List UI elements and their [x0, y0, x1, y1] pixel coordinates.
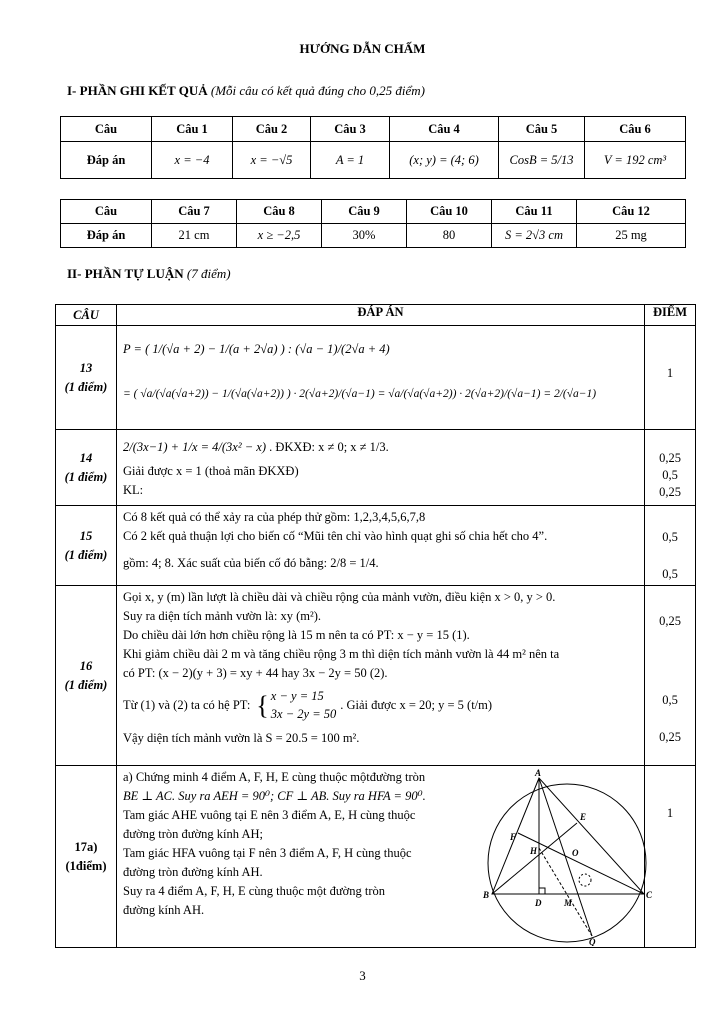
q17a-line7: Suy ra 4 điểm A, F, H, E cùng thuộc một đường tròn: [123, 884, 386, 898]
label-d: D: [535, 898, 542, 908]
t1-q4: Câu 4: [390, 117, 499, 142]
q15-scores: [645, 506, 696, 586]
q16-line2: Suy ra diện tích mảnh vườn là: xy (m²).: [123, 609, 321, 623]
q15-line2: Có 2 kết quả thuận lợi cho biến cố “Mũi tên chỉ vào hình quạt ghi số chia hết cho 4”.: [123, 529, 548, 543]
q13-answer: [117, 326, 645, 430]
t1-a1: x = −4: [152, 142, 233, 179]
q13-line2: = ( √a/(√a(√a+2)) − 1/(√a(√a+2)) ) · 2(√a+2)/(√a−1) = √a/(√a(√a+2)) · 2(√a+2)/(√a−1) = 2/(√a−1): [123, 388, 597, 400]
t2-q8: Câu 8: [237, 200, 322, 224]
q17a-line8: đường kính AH.: [123, 903, 205, 917]
q17a-points: (1điểm): [65, 858, 107, 873]
q13-points: (1 điểm): [64, 379, 108, 394]
q14-scores: [645, 430, 696, 506]
q16-line7: Vậy diện tích mảnh vườn là S = 20.5 = 100 m².: [123, 731, 360, 745]
section-1-title: I- PHẦN GHI KẾT QUẢ: [67, 83, 208, 98]
t2-a11: S = 2√3 cm: [492, 224, 577, 248]
t2-q10: Câu 10: [407, 200, 492, 224]
row-q14: [56, 430, 696, 506]
q15-score-2: 0,5: [662, 567, 678, 581]
q14-condition: . ĐKXĐ: x ≠ 0; x ≠ 1/3.: [269, 440, 389, 454]
q17a-line1: a) Chứng minh 4 điểm A, F, H, E cùng thuộc mộtđường tròn: [123, 770, 426, 784]
q16-answer: [117, 586, 645, 766]
t2-a8: x ≥ −2,5: [237, 224, 322, 248]
t2-a10: 80: [407, 224, 492, 248]
essay-table: [55, 304, 696, 948]
q15-cell: [56, 506, 117, 586]
section-2-heading: [67, 266, 231, 282]
t1-q1: Câu 1: [152, 117, 233, 142]
q16-line1: Gọi x, y (m) lần lượt là chiều dài và chiều rộng của mảnh vườn, điều kiện x > 0, y > 0.: [123, 590, 556, 604]
answer-table-1: [60, 116, 686, 179]
q16-cell: [56, 586, 117, 766]
section-2-title: II- PHẦN TỰ LUẬN: [67, 266, 184, 281]
header-dap-an: ĐÁP ÁN: [117, 305, 645, 326]
q14-equation: 2/(3x−1) + 1/x = 4/(3x² − x): [123, 440, 266, 454]
q14-cell: [56, 430, 117, 506]
header-cau: CÂU: [56, 305, 117, 326]
q14-line3: KL:: [123, 483, 144, 497]
q16-line6b: . Giải được x = 20; y = 5 (t/m): [340, 697, 493, 712]
t2-q9: Câu 9: [322, 200, 407, 224]
q14-score-1: 0,25: [659, 451, 681, 465]
t1-q-label: Câu: [61, 117, 152, 142]
q17a-line5: Tam giác HFA vuông tại F nên 3 điểm A, F, H cùng thuộc: [123, 846, 412, 860]
t1-a-label: Đáp án: [61, 142, 152, 179]
t1-q3: Câu 3: [311, 117, 390, 142]
right-angle-d: [539, 888, 545, 894]
page-number: 3: [359, 968, 366, 983]
q16-line3: Do chiều dài lớn hơn chiều rộng là 15 m nên ta có PT: x − y = 15 (1).: [123, 628, 470, 642]
q15-line3: gồm: 4; 8. Xác suất của biến cố đó bằng: 2/8 = 1/4.: [123, 556, 379, 570]
label-b: B: [483, 890, 490, 900]
header-diem: ĐIỂM: [645, 305, 696, 326]
t2-q11: Câu 11: [492, 200, 577, 224]
q14-number: 14: [79, 450, 93, 465]
q17a-line3: Tam giác AHE vuông tại E nên 3 điểm A, E, H cùng thuộc: [123, 808, 416, 822]
q16-score-3: 0,25: [659, 730, 681, 744]
small-circle: [579, 874, 591, 886]
section-1-note: (Mỗi câu có kết quả đúng cho 0,25 điểm): [210, 83, 425, 98]
row-q15: [56, 506, 696, 586]
q16-line6a: Từ (1) và (2) ta có hệ PT:: [123, 697, 251, 712]
t2-a-label: Đáp án: [61, 224, 152, 248]
label-o: O: [572, 848, 579, 858]
t2-a9: 30%: [322, 224, 407, 248]
q17a-score: 1: [645, 766, 696, 948]
q17a-line4: đường tròn đường kính AH;: [123, 827, 263, 841]
t1-q6: Câu 6: [585, 117, 686, 142]
q15-number: 15: [79, 528, 93, 543]
q14-line2: Giải được x = 1 (thoả mãn ĐKXĐ): [123, 464, 299, 478]
q15-points: (1 điểm): [64, 547, 108, 562]
label-q: Q: [589, 937, 596, 946]
t2-a7: 21 cm: [152, 224, 237, 248]
q16-points: (1 điểm): [64, 677, 108, 692]
q17a-number: 17a): [74, 839, 98, 854]
q17a-cell: [56, 766, 117, 948]
q14-score-3: 0,25: [659, 485, 681, 499]
q17a-line6: đường tròn đường kính AH.: [123, 865, 263, 879]
q16-line4: Khi giảm chiều dài 2 m và tăng chiều rộng 3 m thì diện tích mảnh vườn là 44 m² nên ta: [123, 647, 560, 661]
label-e: E: [580, 812, 587, 822]
q17a-answer: [117, 766, 652, 948]
q16-sys2: 3x − 2y = 50: [270, 707, 337, 721]
q13-number: 13: [79, 360, 93, 375]
answer-table-2: [60, 199, 686, 248]
q16-scores: [645, 586, 696, 766]
t1-a6: V = 192 cm³: [585, 142, 686, 179]
t1-q2: Câu 2: [233, 117, 311, 142]
q15-answer: [117, 506, 645, 586]
q13-score: 1: [645, 326, 696, 430]
label-a: A: [535, 768, 542, 778]
section-2-note: (7 điểm): [186, 266, 231, 281]
q16-score-1: 0,25: [659, 614, 681, 628]
t1-a5: CosB = 5/13: [499, 142, 585, 179]
label-h: H: [530, 846, 538, 856]
row-q17a: [56, 766, 696, 948]
q14-score-2: 0,5: [662, 468, 678, 482]
altitude-be: [492, 823, 577, 894]
q13-line1: P = ( 1/(√a + 2) − 1/(a + 2√a) ) : (√a − 1)/(2√a + 4): [123, 342, 390, 356]
section-1-heading: [67, 83, 425, 99]
q17a-line2: BE ⊥ AC. Suy ra AEH = 90⁰; CF ⊥ AB. Suy ra HFA = 90⁰.: [123, 789, 426, 803]
t2-a12: 25 mg: [577, 224, 686, 248]
t1-a2: x = −√5: [233, 142, 311, 179]
system-brace: {: [256, 690, 269, 720]
t1-a3: A = 1: [311, 142, 390, 179]
row-q13: [56, 326, 696, 430]
q14-answer: [117, 430, 645, 506]
t1-a4: (x; y) = (4; 6): [390, 142, 499, 179]
t2-q7: Câu 7: [152, 200, 237, 224]
t1-q5: Câu 5: [499, 117, 585, 142]
q16-number: 16: [79, 658, 93, 673]
q14-points: (1 điểm): [64, 469, 108, 484]
q16-score-2: 0,5: [662, 693, 678, 707]
t2-q12: Câu 12: [577, 200, 686, 224]
q15-score-1: 0,5: [662, 530, 678, 544]
label-m: M: [564, 898, 573, 908]
q15-line1: Có 8 kết quả có thể xảy ra của phép thử gồm: 1,2,3,4,5,6,7,8: [123, 510, 426, 524]
label-c: C: [646, 890, 652, 900]
geometry-figure: [482, 768, 652, 946]
label-f: F: [510, 832, 517, 842]
page-title: HƯỚNG DẪN CHẤM: [299, 41, 426, 56]
row-q16: [56, 586, 696, 766]
line-hq: [539, 848, 592, 936]
q13-cell: [56, 326, 117, 430]
t2-q-label: Câu: [61, 200, 152, 224]
diameter-aq: [539, 778, 592, 936]
q16-line5: có PT: (x − 2)(y + 3) = xy + 44 hay 3x − 2y = 50 (2).: [123, 666, 388, 680]
q16-sys1: x − y = 15: [270, 689, 324, 703]
